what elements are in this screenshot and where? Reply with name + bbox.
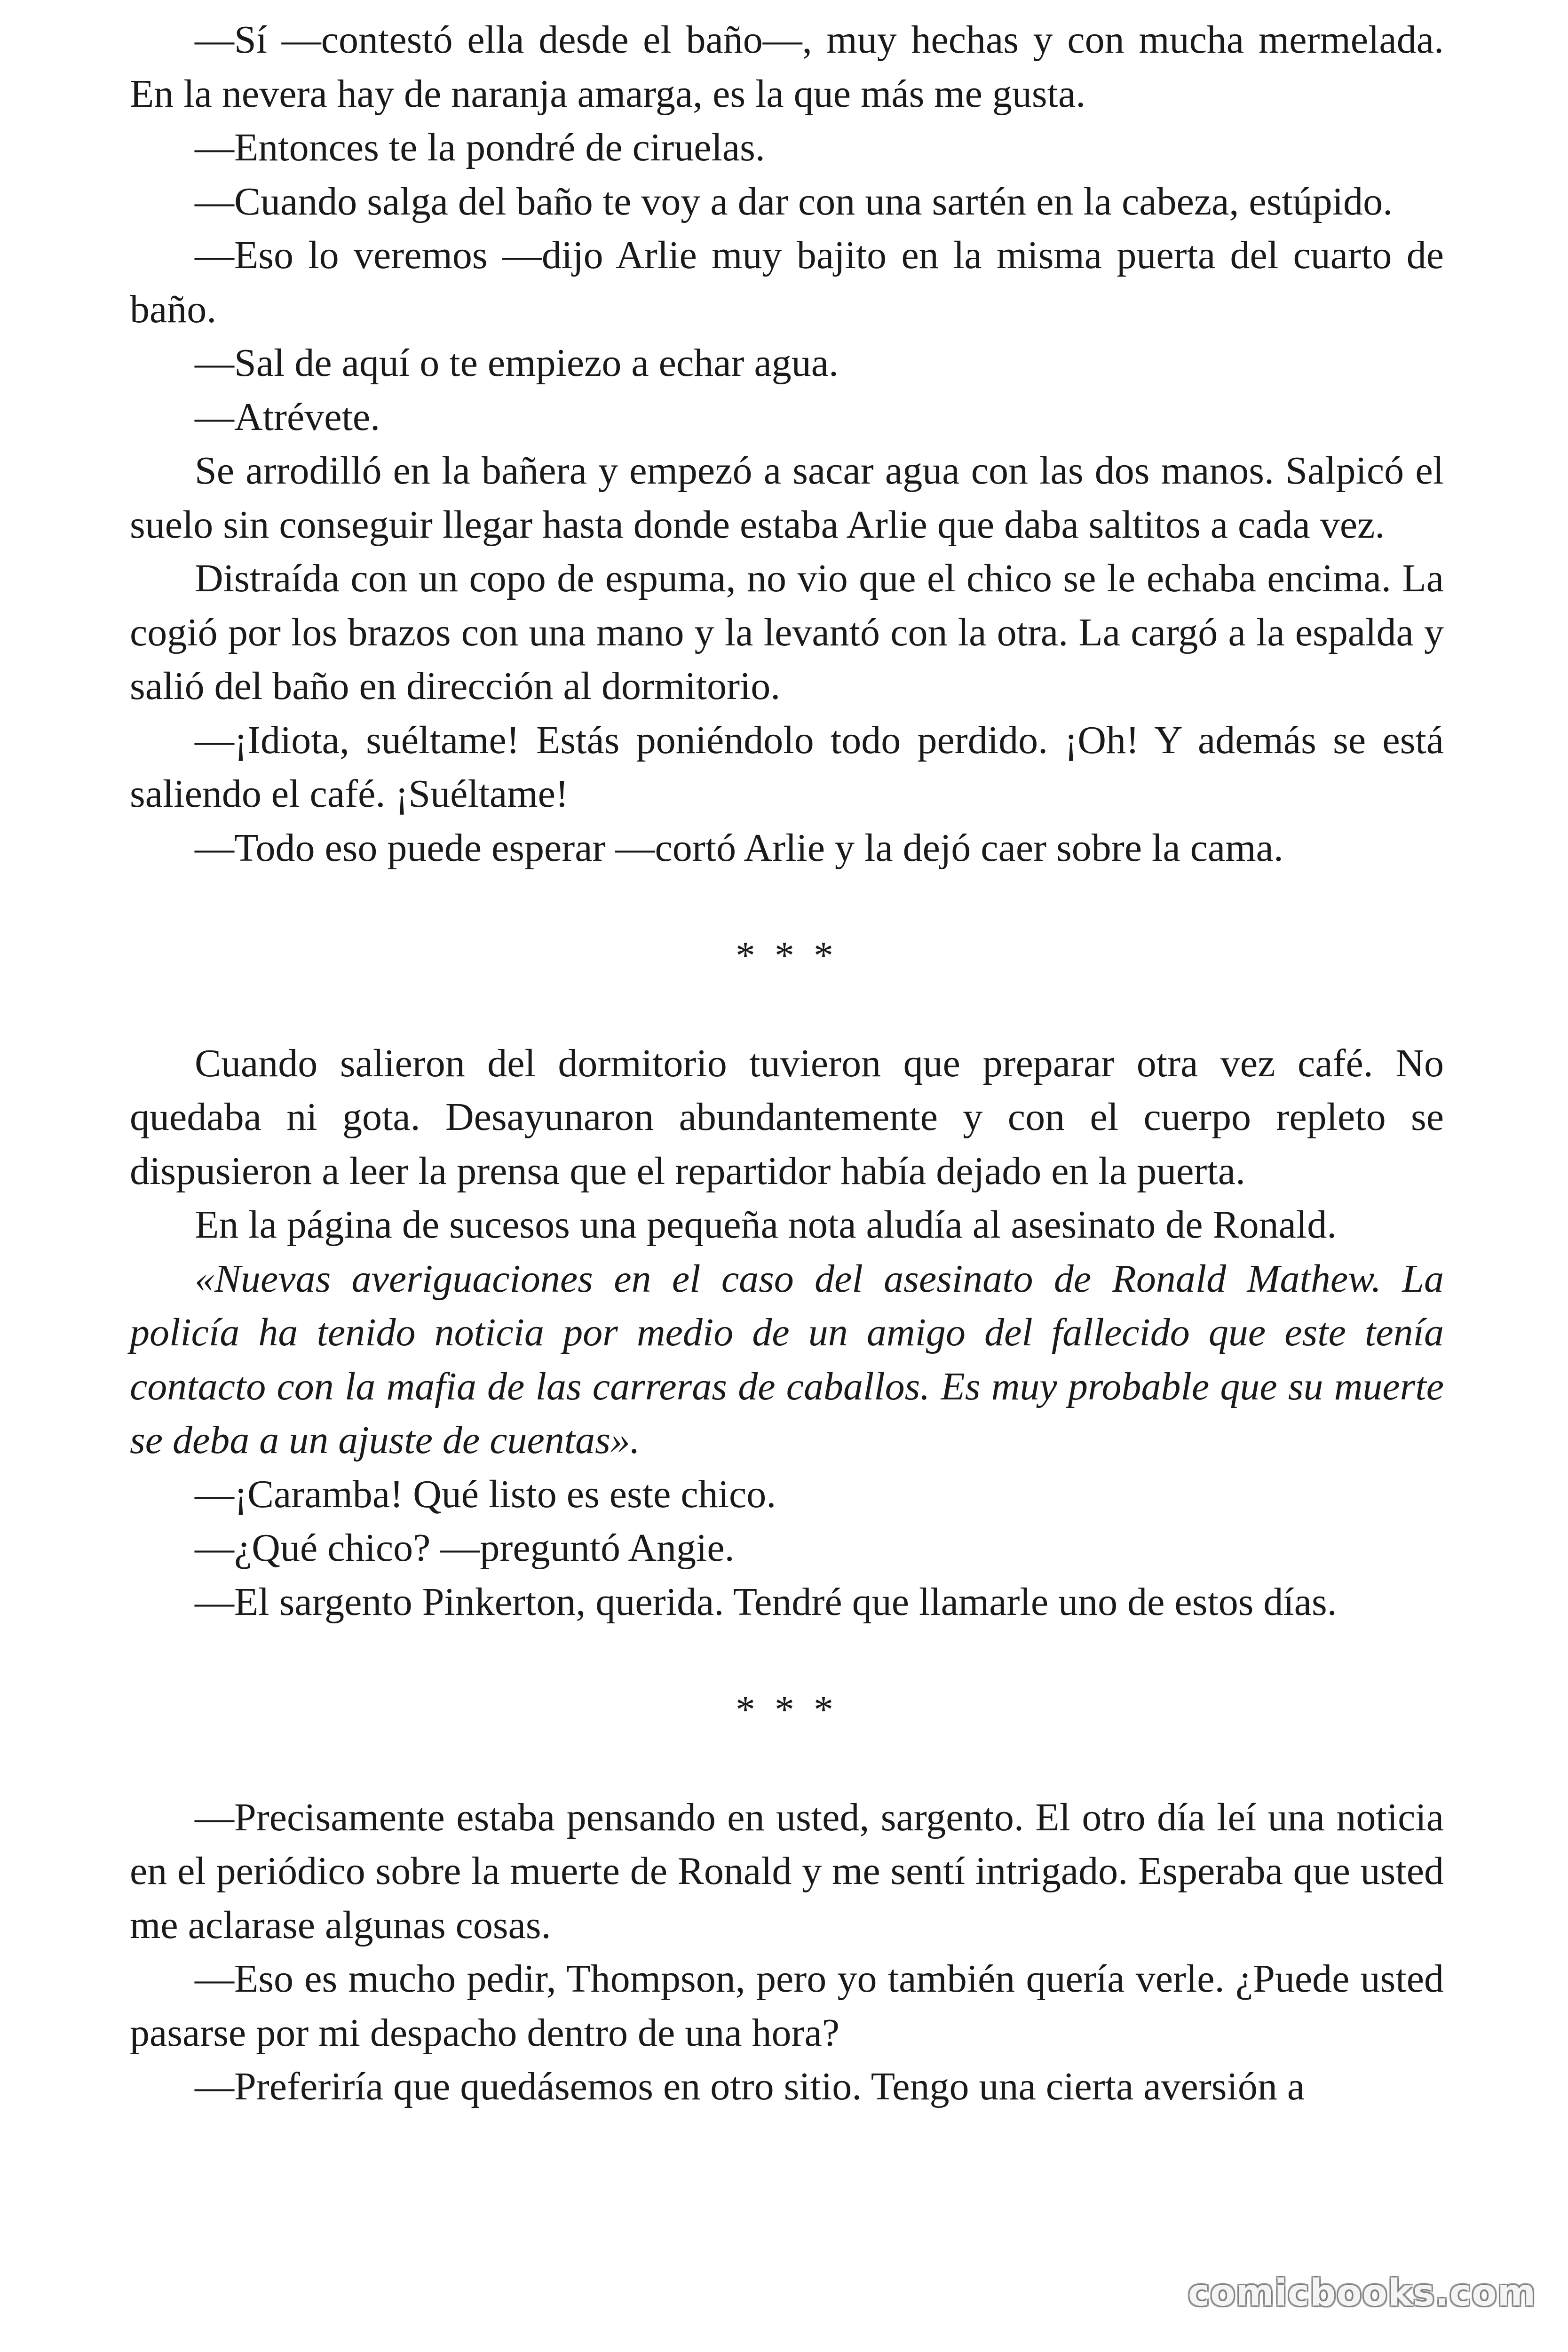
paragraph: En la página de sucesos una pequeña nota aludía al asesinato de Ronald. [195,1203,1337,1247]
scene-break: * * * [736,1687,838,1732]
paragraph: —Preferiría que quedásemos en otro sitio. Tengo una cierta aversión a [195,2065,1305,2108]
scene-break: * * * [736,933,838,977]
paragraph: —Entonces te la pondré de ciruelas. [195,126,765,169]
paragraph: —Sal de aquí o te empiezo a echar agua. [195,341,839,385]
paragraph: Cuando salieron del dormitorio tuvieron que preparar otra vez café. No quedaba ni gota. Desayunaron abundantemente y con el cuerpo repleto se dispusieron a leer la prensa que el repartidor había dejado en la puerta. [130,1041,1444,1193]
paragraph: —Eso es mucho pedir, Thompson, pero yo también quería verle. ¿Puede usted pasarse por mi despacho dentro de una hora? [130,1957,1444,2055]
paragraph: —Atrévete. [195,395,380,439]
paragraph: —Sí —contestó ella desde el baño—, muy hechas y con mucha mermelada. En la nevera hay de naranja amarga, es la que más me gusta. [130,18,1444,116]
paragraph: —¡Caramba! Qué listo es este chico. [195,1472,776,1516]
paragraph: —Eso lo veremos —dijo Arlie muy bajito en la misma puerta del cuarto de baño. [130,233,1444,331]
paragraph: —Cuando salga del baño te voy a dar con una sartén en la cabeza, estúpido. [195,179,1393,223]
newspaper-quote: «Nuevas averiguaciones en el caso del asesinato de Ronald Mathew. La policía ha tenido noticia por medio de un amigo del fallecido que este tenía contacto con la mafia de las carreras de caballos. Es muy probable que su muerte se deba a un ajuste de cuentas». [130,1256,1444,1462]
paragraph: Se arrodilló en la bañera y empezó a sacar agua con las dos manos. Salpicó el suelo sin conseguir llegar hasta donde estaba Arlie que daba saltitos a cada vez. [130,449,1444,547]
paragraph: —Todo eso puede esperar —cortó Arlie y la dejó caer sobre la cama. [195,826,1283,870]
page-text [130,13,1444,2114]
paragraph: —El sargento Pinkerton, querida. Tendré que llamarle uno de estos días. [195,1580,1337,1624]
paragraph: —Precisamente estaba pensando en usted, sargento. El otro día leí una noticia en el periódico sobre la muerte de Ronald y me sentí intrigado. Esperaba que usted me aclarase algunas cosas. [130,1795,1444,1947]
paragraph: —¿Qué chico? —preguntó Angie. [195,1526,735,1570]
paragraph: Distraída con un copo de espuma, no vio que el chico se le echaba encima. La cogió por los brazos con una mano y la levantó con la otra. La cargó a la espalda y salió del baño en dirección al dormitorio. [130,556,1444,708]
paragraph: —¡Idiota, suéltame! Estás poniéndolo todo perdido. ¡Oh! Y además se está saliendo el café. ¡Suéltame! [130,718,1444,816]
watermark-logo: comicbooks.com [1188,2272,1536,2314]
